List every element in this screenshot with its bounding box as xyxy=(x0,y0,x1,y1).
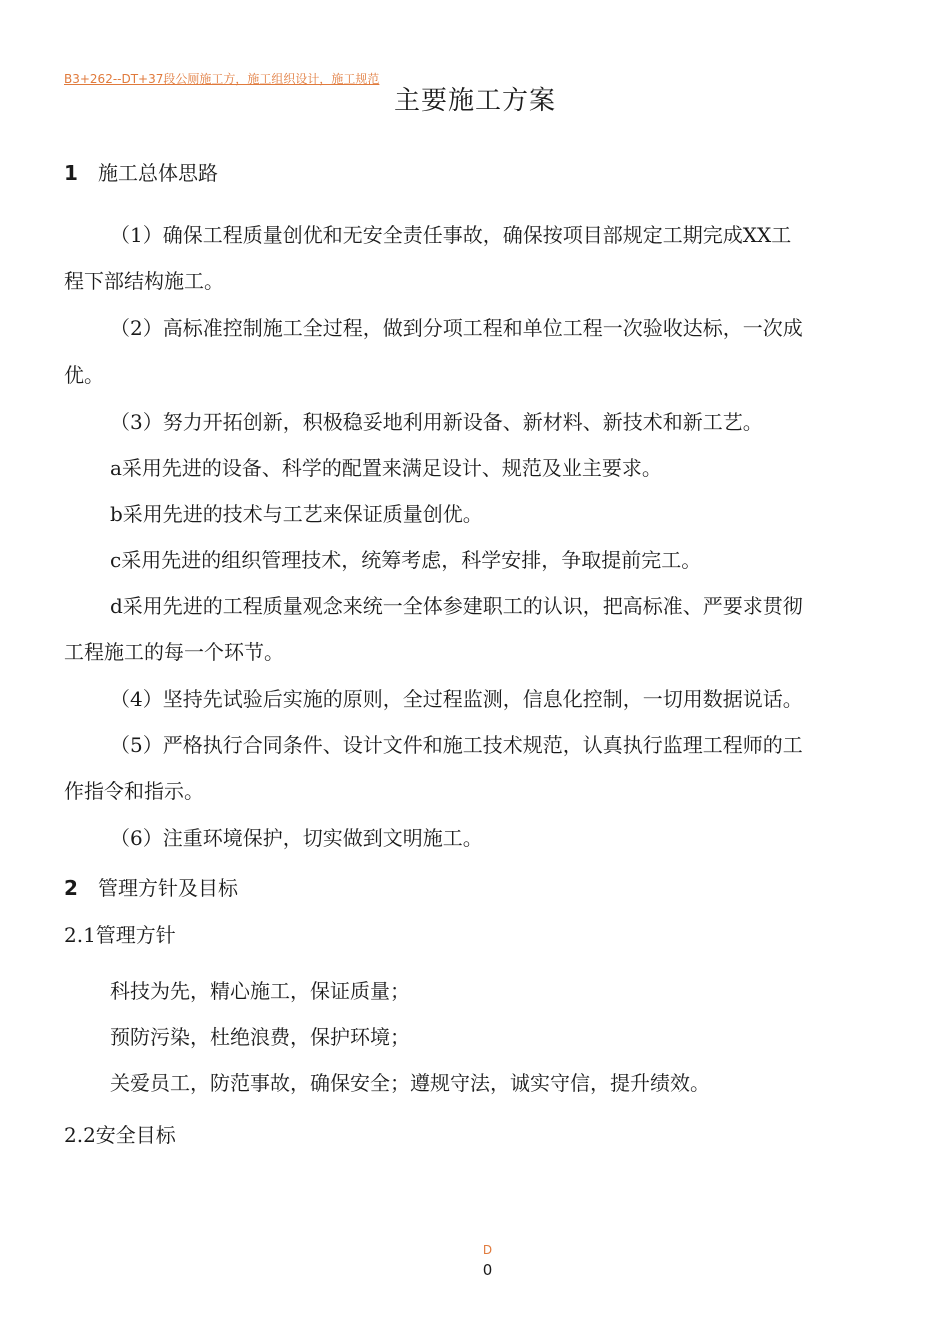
item-d-line-1: d采用先进的工程质量观念来统一全体参建职工的认识，把高标准、严要求贯彻 xyxy=(110,594,803,618)
section-1-heading xyxy=(64,159,218,187)
paragraph-4: （4）坚持先试验后实施的原则，全过程监测，信息化控制，一切用数据说话。 xyxy=(110,687,803,711)
paragraph-5-line-1: （5）严格执行合同条件、设计文件和施工技术规范，认真执行监理工程师的工 xyxy=(110,733,803,757)
subsection-2-2-heading: 2.2安全目标 xyxy=(64,1123,176,1147)
header-note: B3+262--DT+37段公厕施工方，施工组织设计，施工规范 xyxy=(64,72,380,86)
policy-line-3: 关爱员工，防范事故，确保安全；遵规守法，诚实守信，提升绩效。 xyxy=(110,1071,710,1095)
section-2-heading xyxy=(64,874,238,902)
footer-mark: D xyxy=(482,1243,493,1257)
paragraph-1-line-2: 程下部结构施工。 xyxy=(64,269,224,293)
item-a: a采用先进的设备、科学的配置来满足设计、规范及业主要求。 xyxy=(110,456,662,480)
item-d-line-2: 工程施工的每一个环节。 xyxy=(64,640,284,664)
paragraph-3: （3）努力开拓创新，积极稳妥地利用新设备、新材料、新技术和新工艺。 xyxy=(110,410,763,434)
policy-line-2: 预防污染，杜绝浪费，保护环境； xyxy=(110,1025,410,1049)
paragraph-2-line-1: （2）高标准控制施工全过程，做到分项工程和单位工程一次验收达标，一次成 xyxy=(110,316,803,340)
paragraph-6: （6）注重环境保护，切实做到文明施工。 xyxy=(110,826,483,850)
page-title: 主要施工方案 xyxy=(393,86,556,116)
page-number: 0 xyxy=(482,1261,493,1279)
policy-line-1: 科技为先，精心施工，保证质量； xyxy=(110,979,410,1003)
item-c: c采用先进的组织管理技术，统筹考虑，科学安排，争取提前完工。 xyxy=(110,548,702,572)
section-2-number: 2 xyxy=(64,876,78,900)
item-b: b采用先进的技术与工艺来保证质量创优。 xyxy=(110,502,483,526)
paragraph-2-line-2: 优。 xyxy=(64,363,104,387)
subsection-2-1-heading: 2.1管理方针 xyxy=(64,923,176,947)
paragraph-1-line-1: （1）确保工程质量创优和无安全责任事故，确保按项目部规定工期完成XX工 xyxy=(110,223,792,247)
section-2-title: 管理方针及目标 xyxy=(98,876,238,900)
section-1-title: 施工总体思路 xyxy=(98,161,218,185)
paragraph-5-line-2: 作指令和指示。 xyxy=(64,779,204,803)
section-1-number: 1 xyxy=(64,161,78,185)
